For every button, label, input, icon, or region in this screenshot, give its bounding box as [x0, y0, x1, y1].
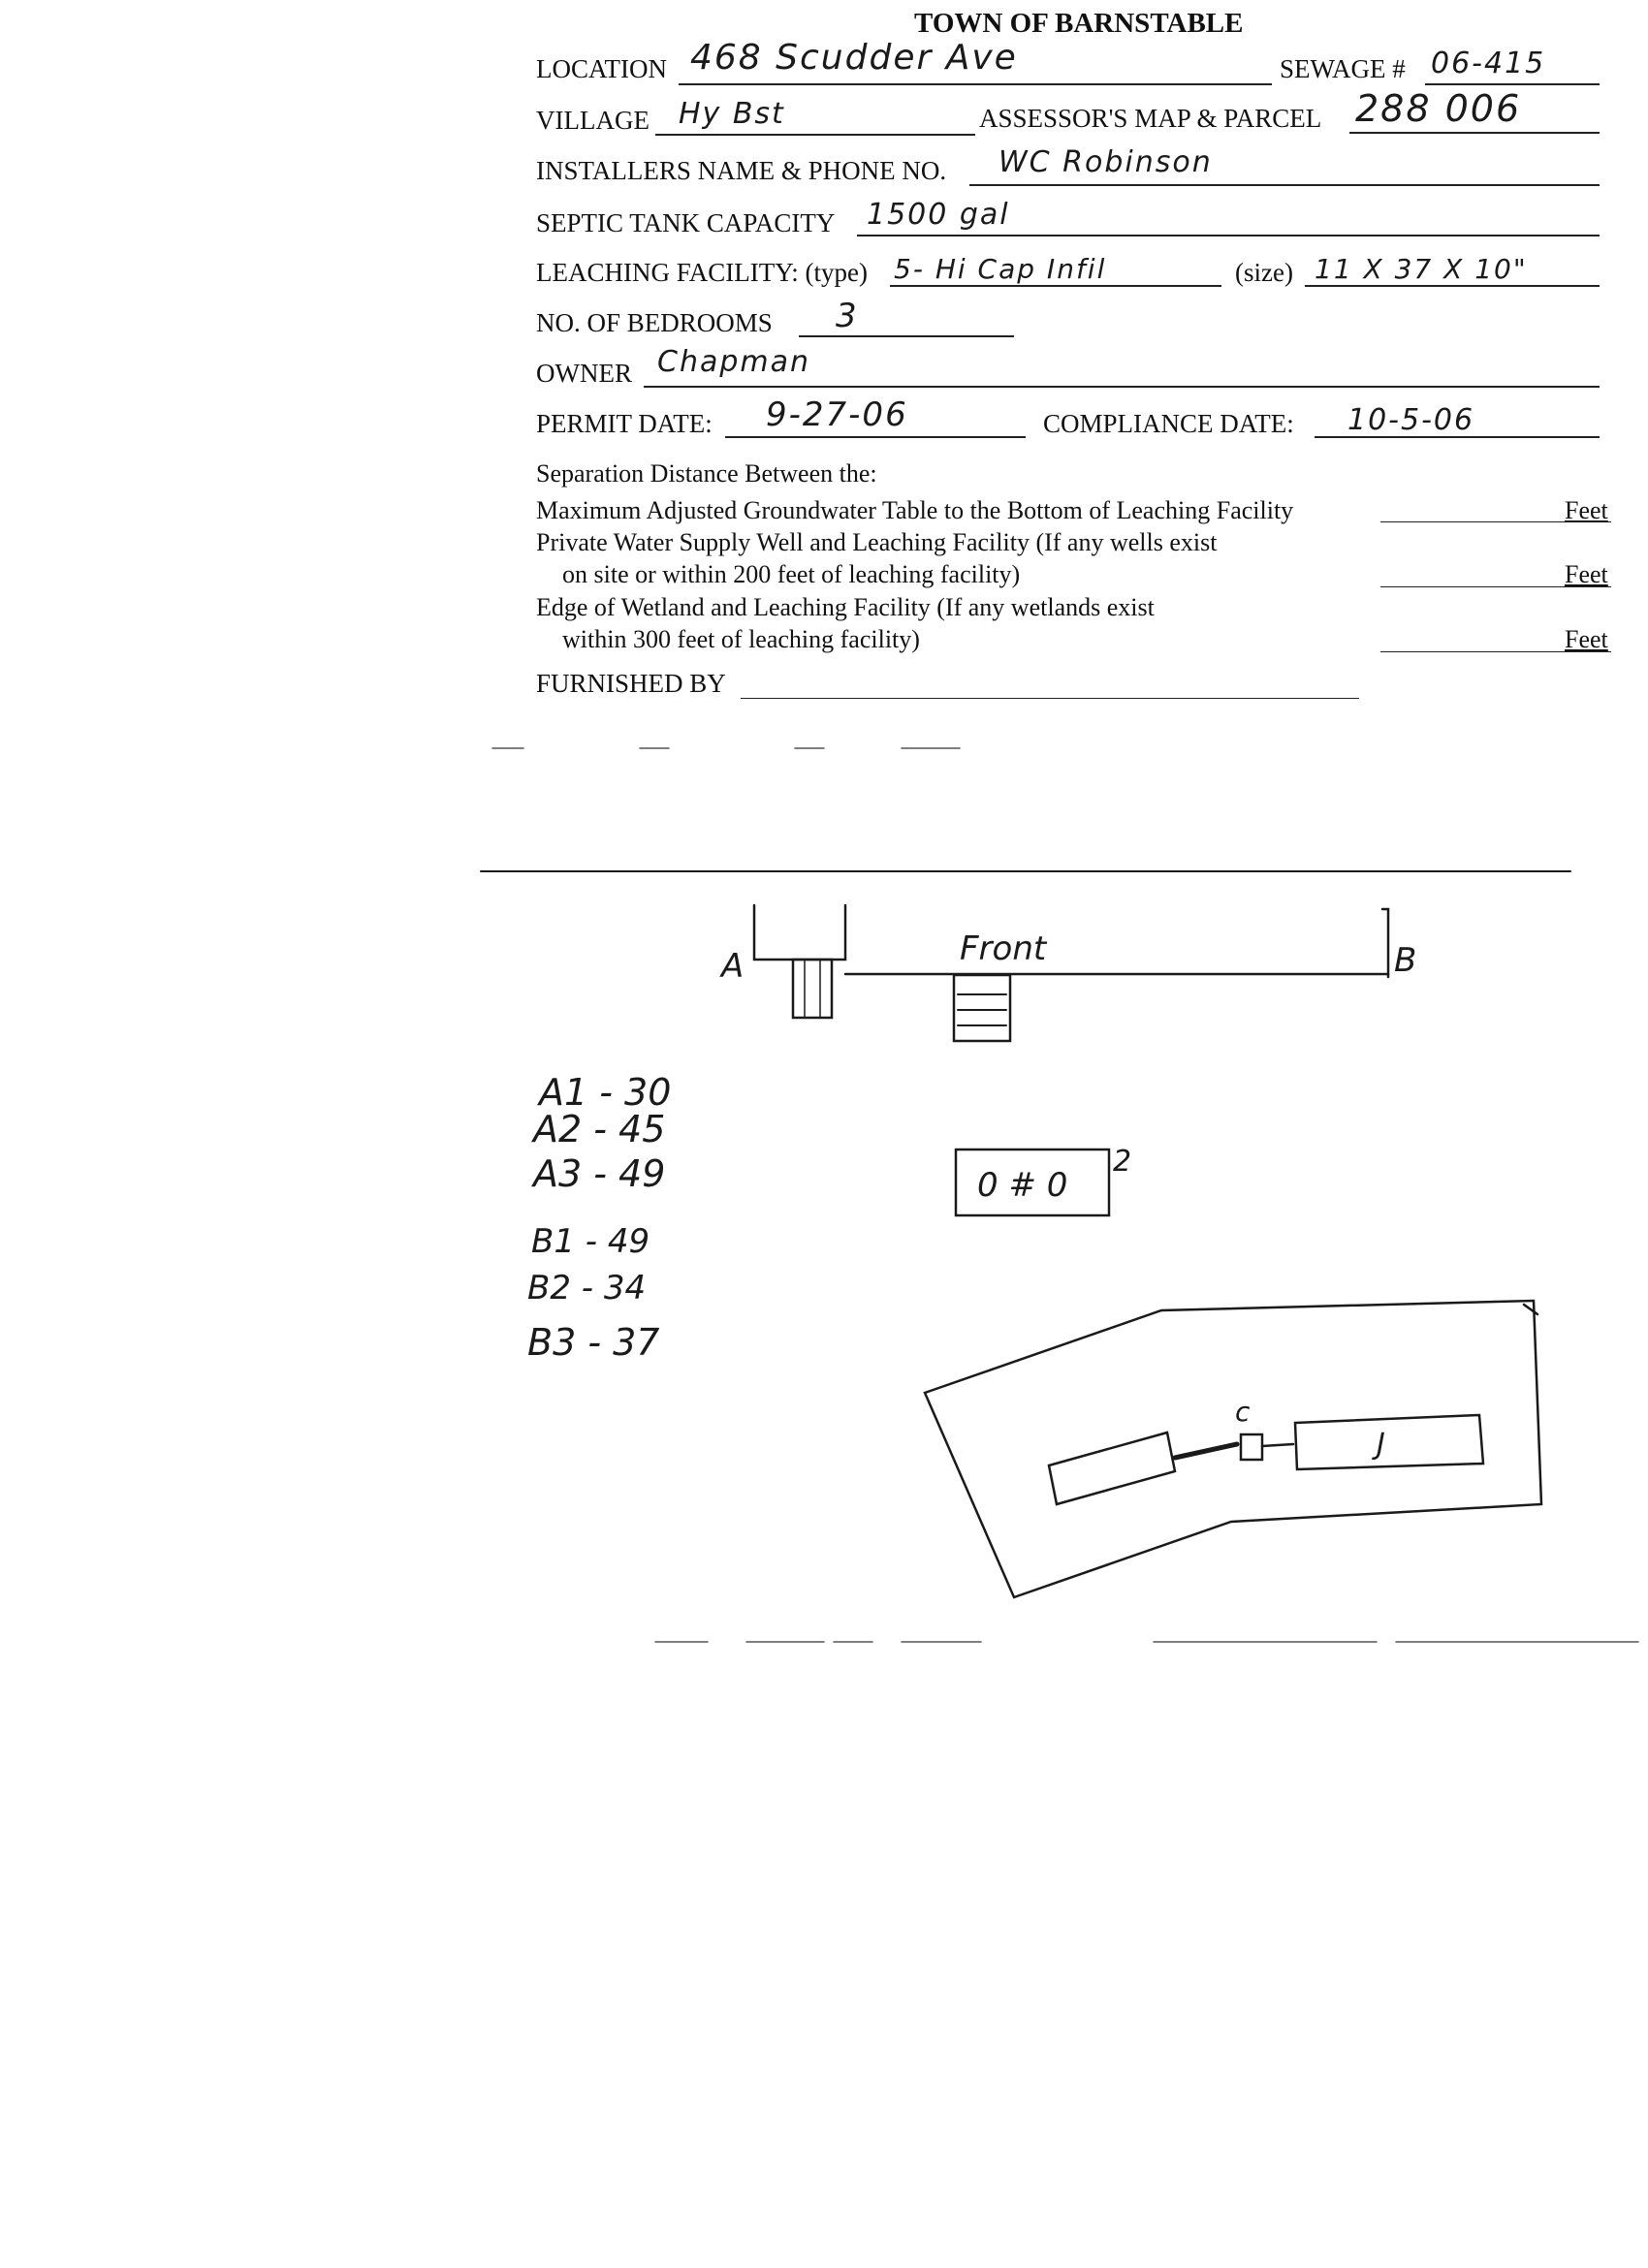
sep-wetland-text-2: within 300 feet of leaching facility) — [562, 625, 920, 653]
sewage-value: 06-415 — [1431, 47, 1546, 80]
box-number: 2 — [1113, 1145, 1132, 1179]
sep-well-text-1: Private Water Supply Well and Leaching Facility (If any wells exist — [536, 528, 1218, 556]
measurement-a1: A1 - 30 — [539, 1071, 672, 1114]
measurement-b1: B1 - 49 — [531, 1222, 650, 1261]
tank-value: 1500 gal — [867, 198, 1010, 232]
steps-rect — [793, 960, 832, 1018]
leaching-field — [1295, 1415, 1483, 1469]
measurement-a3: A3 - 49 — [533, 1152, 666, 1195]
box-label: 0 # 0 — [977, 1166, 1068, 1205]
leaching-type-value: 5- Hi Cap Infil — [894, 253, 1107, 285]
separation-heading: Separation Distance Between the: — [536, 459, 877, 488]
sep-groundwater-text: Maximum Adjusted Groundwater Table to the Bottom of Leaching Facility — [536, 496, 1294, 524]
installer-value: WC Robinson — [998, 145, 1213, 179]
label-point-a: A — [721, 947, 745, 986]
marker-b — [1382, 909, 1388, 977]
septic-tank — [1049, 1433, 1175, 1504]
measurement-b2: B2 - 34 — [527, 1269, 647, 1307]
sewage-label: SEWAGE # — [1280, 54, 1406, 83]
label-point-b: B — [1394, 941, 1417, 980]
owner-label: OWNER — [536, 359, 632, 388]
size-label: (size) — [1235, 258, 1293, 287]
compliance-value: 10-5-06 — [1347, 403, 1475, 437]
map-label: ASSESSOR'S MAP & PARCEL — [979, 104, 1322, 133]
sep-groundwater-feet: Feet — [1565, 496, 1608, 524]
label-field: J — [1377, 1428, 1385, 1462]
label-front: Front — [960, 929, 1047, 968]
sep-wetland-text-1: Edge of Wetland and Leaching Facility (If any wetlands exist — [536, 593, 1155, 621]
small-dbox — [1241, 1434, 1262, 1460]
measurement-a2: A2 - 45 — [533, 1108, 666, 1150]
lot-outline — [925, 1301, 1541, 1597]
sep-well-feet: Feet — [1565, 560, 1608, 588]
leaching-label: LEACHING FACILITY: (type) — [536, 258, 868, 287]
owner-value: Chapman — [657, 345, 811, 379]
label-small-dbox: c — [1235, 1396, 1251, 1428]
pipe-line — [1175, 1444, 1237, 1458]
location-value: 468 Scudder Ave — [690, 38, 1018, 78]
compliance-label: COMPLIANCE DATE: — [1043, 409, 1294, 438]
sep-well-text-2: on site or within 200 feet of leaching facility) — [562, 560, 1021, 588]
permit-value: 9-27-06 — [766, 395, 908, 434]
permit-label: PERMIT DATE: — [536, 409, 713, 438]
location-label: LOCATION — [536, 54, 667, 83]
lot-right-tick — [1524, 1305, 1537, 1314]
tank-box — [954, 975, 1010, 1041]
house-outline — [754, 905, 845, 960]
installer-label: INSTALLERS NAME & PHONE NO. — [536, 156, 947, 185]
form-title: TOWN OF BARNSTABLE — [914, 8, 1244, 39]
map-value: 288 006 — [1355, 87, 1522, 130]
village-label: VILLAGE — [536, 106, 650, 135]
tank-label: SEPTIC TANK CAPACITY — [536, 208, 836, 237]
bedrooms-value: 3 — [836, 297, 859, 335]
size-value: 11 X 37 X 10" — [1315, 253, 1528, 285]
sep-wetland-feet: Feet — [1565, 625, 1608, 653]
furnished-label: FURNISHED BY — [536, 669, 726, 698]
measurement-b3: B3 - 37 — [527, 1321, 660, 1364]
village-value: Hy Bst — [679, 97, 785, 131]
bedrooms-label: NO. OF BEDROOMS — [536, 308, 773, 337]
